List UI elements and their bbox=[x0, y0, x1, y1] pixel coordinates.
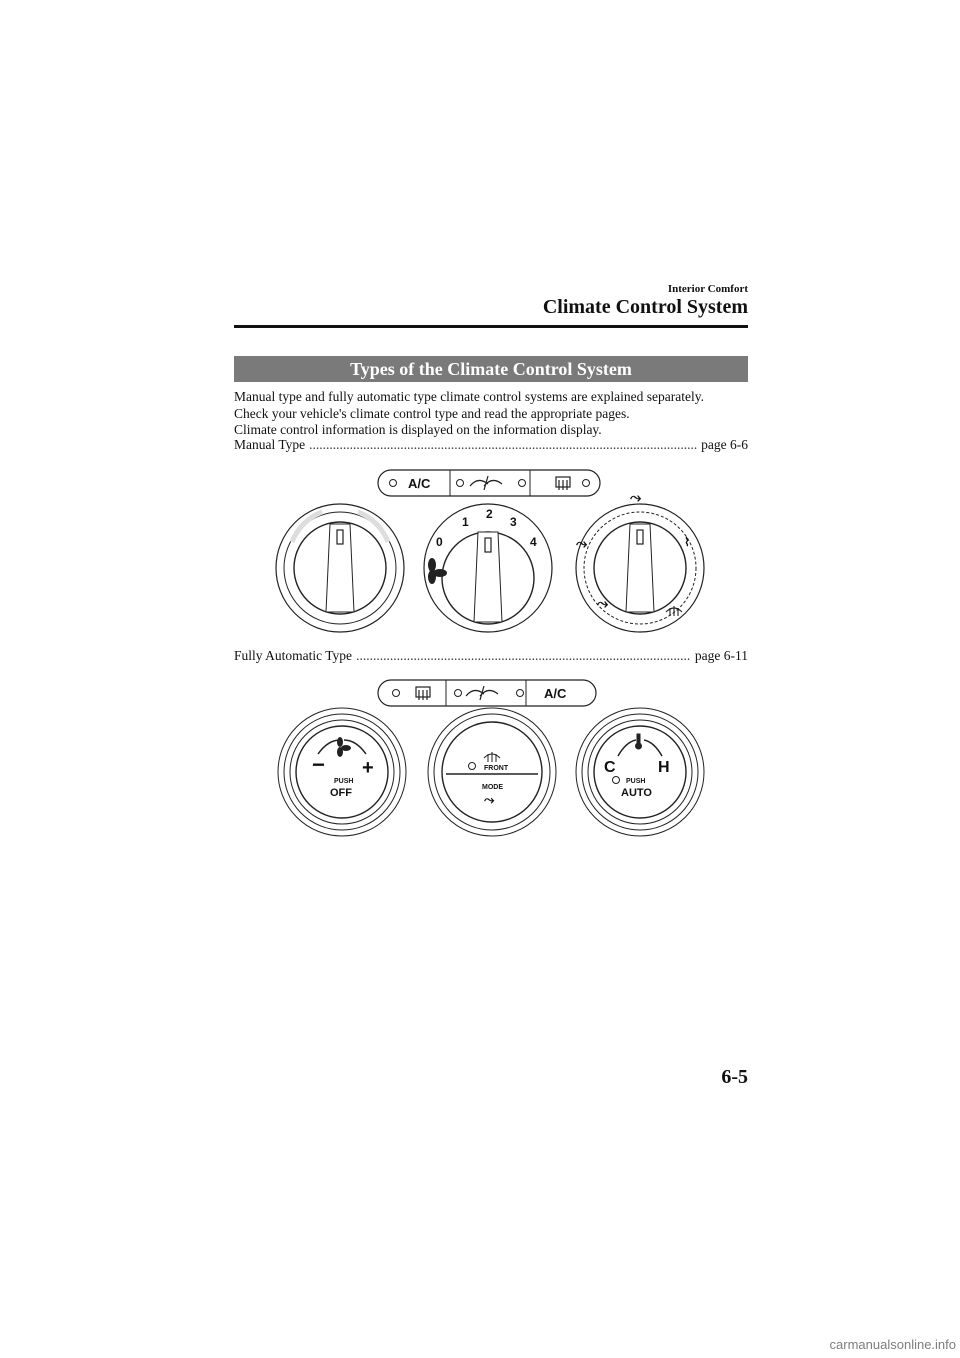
page-number: 6-5 bbox=[721, 1066, 748, 1088]
toc-entry-automatic[interactable] bbox=[234, 648, 748, 665]
intro-paragraph: Climate control information is displayed on the information display. bbox=[234, 422, 602, 437]
toc-label: Fully Automatic Type bbox=[234, 648, 353, 663]
mode-label: MODE bbox=[482, 784, 503, 791]
fan-speed-0: 0 bbox=[436, 535, 443, 549]
mode-face-icon: ⤳ bbox=[630, 489, 642, 505]
chapter-title: Climate Control System bbox=[542, 296, 748, 318]
intro-paragraph: Manual type and fully automatic type climate control systems are explained separately. bbox=[234, 389, 704, 404]
temperature-knob bbox=[576, 708, 704, 836]
section-banner: Types of the Climate Control System bbox=[234, 356, 748, 382]
intro-text bbox=[234, 389, 754, 439]
fan-knob bbox=[278, 708, 406, 836]
fan-push-label: PUSH bbox=[334, 778, 354, 785]
toc-entry-manual[interactable] bbox=[234, 437, 748, 454]
airflow-mode-icon: ⤳ bbox=[484, 792, 495, 807]
mode-bilevel-icon: ⤳ bbox=[576, 535, 588, 551]
toc-page: page 6-6 bbox=[701, 437, 748, 452]
ac-button-label: A/C bbox=[408, 476, 431, 491]
mode-floor-defrost-icon: ⌇ bbox=[684, 535, 690, 549]
toc-label: Manual Type bbox=[234, 437, 306, 452]
header-rule bbox=[234, 325, 748, 328]
fan-speed-2: 2 bbox=[486, 507, 493, 521]
fan-off-label: OFF bbox=[330, 787, 352, 799]
toc-page: page 6-11 bbox=[694, 648, 748, 663]
temperature-knob bbox=[276, 504, 404, 632]
fan-speed-4: 4 bbox=[530, 535, 537, 549]
mode-knob bbox=[428, 708, 556, 836]
temp-cold-label: C bbox=[604, 759, 616, 776]
ac-button-label: A/C bbox=[544, 686, 567, 701]
manual-panel-illustration bbox=[0, 462, 960, 642]
toc-leader bbox=[309, 437, 697, 453]
section-label: Interior Comfort bbox=[667, 283, 748, 295]
mode-defrost-icon bbox=[666, 606, 682, 616]
automatic-panel-illustration bbox=[0, 672, 960, 844]
fan-speed-1: 1 bbox=[462, 515, 469, 529]
temp-push-label: PUSH bbox=[626, 778, 646, 785]
intro-paragraph: Check your vehicle's climate control type and read the appropriate pages. bbox=[234, 405, 630, 421]
fan-increase-label: + bbox=[362, 757, 374, 779]
fan-decrease-label: − bbox=[312, 752, 325, 777]
mode-floor-icon: ⤳ bbox=[597, 595, 609, 611]
fan-speed-knob bbox=[424, 504, 552, 632]
mode-knob bbox=[576, 504, 704, 632]
temp-hot-label: H bbox=[658, 759, 670, 776]
front-defrost-label: FRONT bbox=[484, 765, 509, 772]
temp-auto-label: AUTO bbox=[621, 787, 652, 799]
fan-speed-3: 3 bbox=[510, 515, 517, 529]
watermark: carmanualsonline.info bbox=[829, 1337, 956, 1352]
toc-leader bbox=[356, 648, 691, 664]
